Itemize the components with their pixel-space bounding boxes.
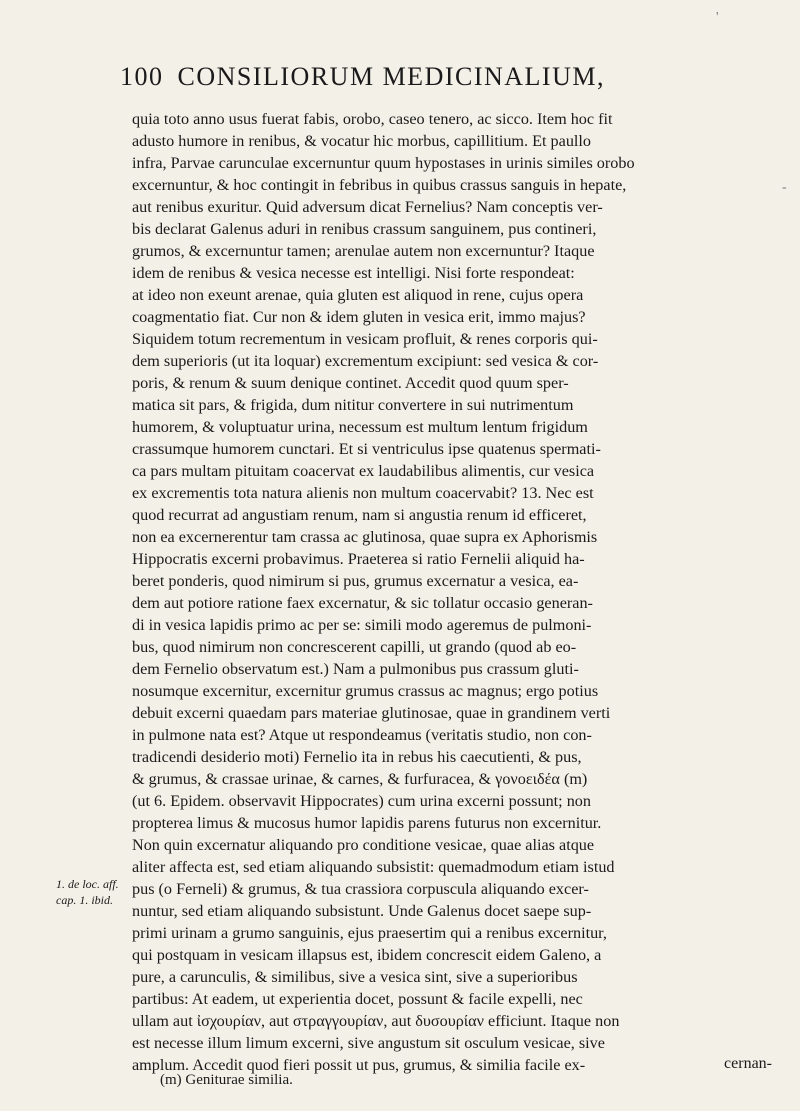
text-line: quia toto anno usus fuerat fabis, orobo, caseo tenero, ac sicco. Item hoc fit	[132, 110, 613, 128]
text-line: qui postquam in vesicam illapsus est, ibidem concrescit eidem Galeno, a	[132, 946, 602, 964]
text-line: coagmentatio fiat. Cur non & idem gluten in vesica erit, immo majus?	[132, 308, 586, 326]
text-line: dem Fernelio observatum est.) Nam a pulmonibus pus crassum gluti-	[132, 660, 579, 678]
text-line: matica sit pars, & frigida, dum nititur convertere in sui nutrimentum	[132, 396, 574, 414]
edge-mark: '	[716, 10, 719, 25]
text-line: Siquidem totum recrementum in vesicam profluit, & renes corporis qui-	[132, 330, 598, 348]
text-line: humorem, & voluptuatur urina, necessum est multum lentum frigidum	[132, 418, 588, 436]
text-line: dem aut potiore ratione faex excernatur, & sic tollatur occasio generan-	[132, 594, 593, 612]
text-line: Non quin excernatur aliquando pro conditione vesicae, quae alias atque	[132, 836, 595, 854]
text-line: Hippocratis excerni probavimus. Praeterea si ratio Fernelii aliquid ha-	[132, 550, 585, 568]
text-line: dem superioris (ut ita loquar) excrementum excipiunt: sed vesica & cor-	[132, 352, 599, 370]
catchword: cernan-	[724, 1055, 772, 1072]
text-line: pus (o Ferneli) & grumus, & tua crassiora corpuscula aliquando excer-	[132, 880, 589, 898]
text-line: infra, Parvae carunculae excernuntur quum hypostases in urinis similes orobo	[132, 154, 635, 172]
text-line: adusto humore in renibus, & vocatur hic morbus, capillitium. Et paullo	[132, 132, 592, 150]
text-line: bis declarat Galenus aduri in renibus crassum sanguinem, pus contineri,	[132, 220, 597, 238]
text-line: at ideo non exeunt arenae, quia gluten est aliquod in rene, cujus opera	[132, 286, 584, 304]
text-line: nosumque excernitur, excernitur grumus crassus ac magnus; ergo potius	[132, 682, 599, 700]
edge-mark: -	[782, 180, 787, 195]
footnote: (m) Geniturae similia.	[160, 1072, 293, 1088]
text-line: aliter affecta est, sed etiam aliquando subsistit: quemadmodum etiam istud	[132, 858, 615, 876]
text-line: partibus: At eadem, ut experientia docet, possunt & facile expelli, nec	[132, 990, 583, 1008]
text-line: idem de renibus & vesica necesse est intelligi. Nisi forte respondeat:	[132, 264, 575, 282]
text-line: beret ponderis, quod nimirum si pus, grumus excernatur a vesica, ea-	[132, 572, 579, 590]
text-line: tradicendi desiderio moti) Fernelio ita in rebus his caecutienti, & pus,	[132, 748, 582, 766]
main-text-block	[132, 108, 772, 1076]
running-header	[120, 62, 605, 92]
text-line: & grumus, & crassae urinae, & carnes, & furfuracea, & γονοειδέα (m)	[132, 770, 588, 788]
page-number: 100	[120, 62, 164, 91]
text-line: aut renibus exuritur. Quid adversum dicat Fernelius? Nam conceptis ver-	[132, 198, 603, 216]
text-line: bus, quod nimirum non concrescerent capilli, ut grando (quod ab eo-	[132, 638, 577, 656]
text-line: (ut 6. Epidem. observavit Hippocrates) cum urina excerni possunt; non	[132, 792, 591, 810]
text-line: amplum. Accedit quod fieri possit ut pus, grumus, & similia facile ex-	[132, 1056, 586, 1074]
text-line: ca pars multam pituitam coacervat ex laudabilibus alimentis, cur vesica	[132, 462, 595, 480]
text-line: pure, a carunculis, & similibus, sive a vesica sint, sive a superioribus	[132, 968, 578, 986]
text-line: primi urinam a grumo sanguinis, ejus praesertim qui a renibus excernitur,	[132, 924, 607, 942]
text-line: grumos, & excernuntur tamen; arenulae autem non excernuntur? Itaque	[132, 242, 595, 260]
text-line: nuntur, sed etiam aliquando subsistunt. Unde Galenus docet saepe sup-	[132, 902, 592, 920]
text-line: in pulmone nata est? Atque ut respondeamus (veritatis studio, non con-	[132, 726, 592, 744]
text-line: est necesse illum limum excerni, sive angustum sit osculum vesicae, sive	[132, 1034, 605, 1052]
text-line: crassumque humorem cunctari. Et si ventriculus ipse quatenus spermati-	[132, 440, 601, 458]
text-line: ullam aut ἰσχουρίαν, aut στραγγουρίαν, aut δυσουρίαν efficiunt. Itaque non	[132, 1012, 620, 1030]
text-line: propterea limus & mucosus humor lapidis parens futurus non excernitur.	[132, 814, 602, 832]
running-title: CONSILIORUM MEDICINALIUM,	[177, 62, 605, 91]
marginal-note	[56, 876, 119, 908]
text-line: poris, & renum & suum denique continet. Accedit quod quum sper-	[132, 374, 569, 392]
marginal-note-line: cap. 1. ibid.	[56, 893, 113, 907]
text-line: debuit excerni quaedam pars materiae glutinosae, quae in grandinem verti	[132, 704, 611, 722]
text-line: non ea excernerentur tam crassa ac glutinosa, quae supra ex Aphorismis	[132, 528, 598, 546]
text-line: quod recurrat ad angustiam renum, nam si angustia renum id efficeret,	[132, 506, 587, 524]
marginal-note-line: 1. de loc. aff.	[56, 877, 119, 891]
text-line: ex excrementis tota natura alienis non multum coacervabit? 13. Nec est	[132, 484, 594, 502]
text-line: excernuntur, & hoc contingit in febribus in quibus crassus sanguis in hepate,	[132, 176, 627, 194]
text-line: di in vesica lapidis primo ac per se: simili modo ageremus de pulmoni-	[132, 616, 592, 634]
